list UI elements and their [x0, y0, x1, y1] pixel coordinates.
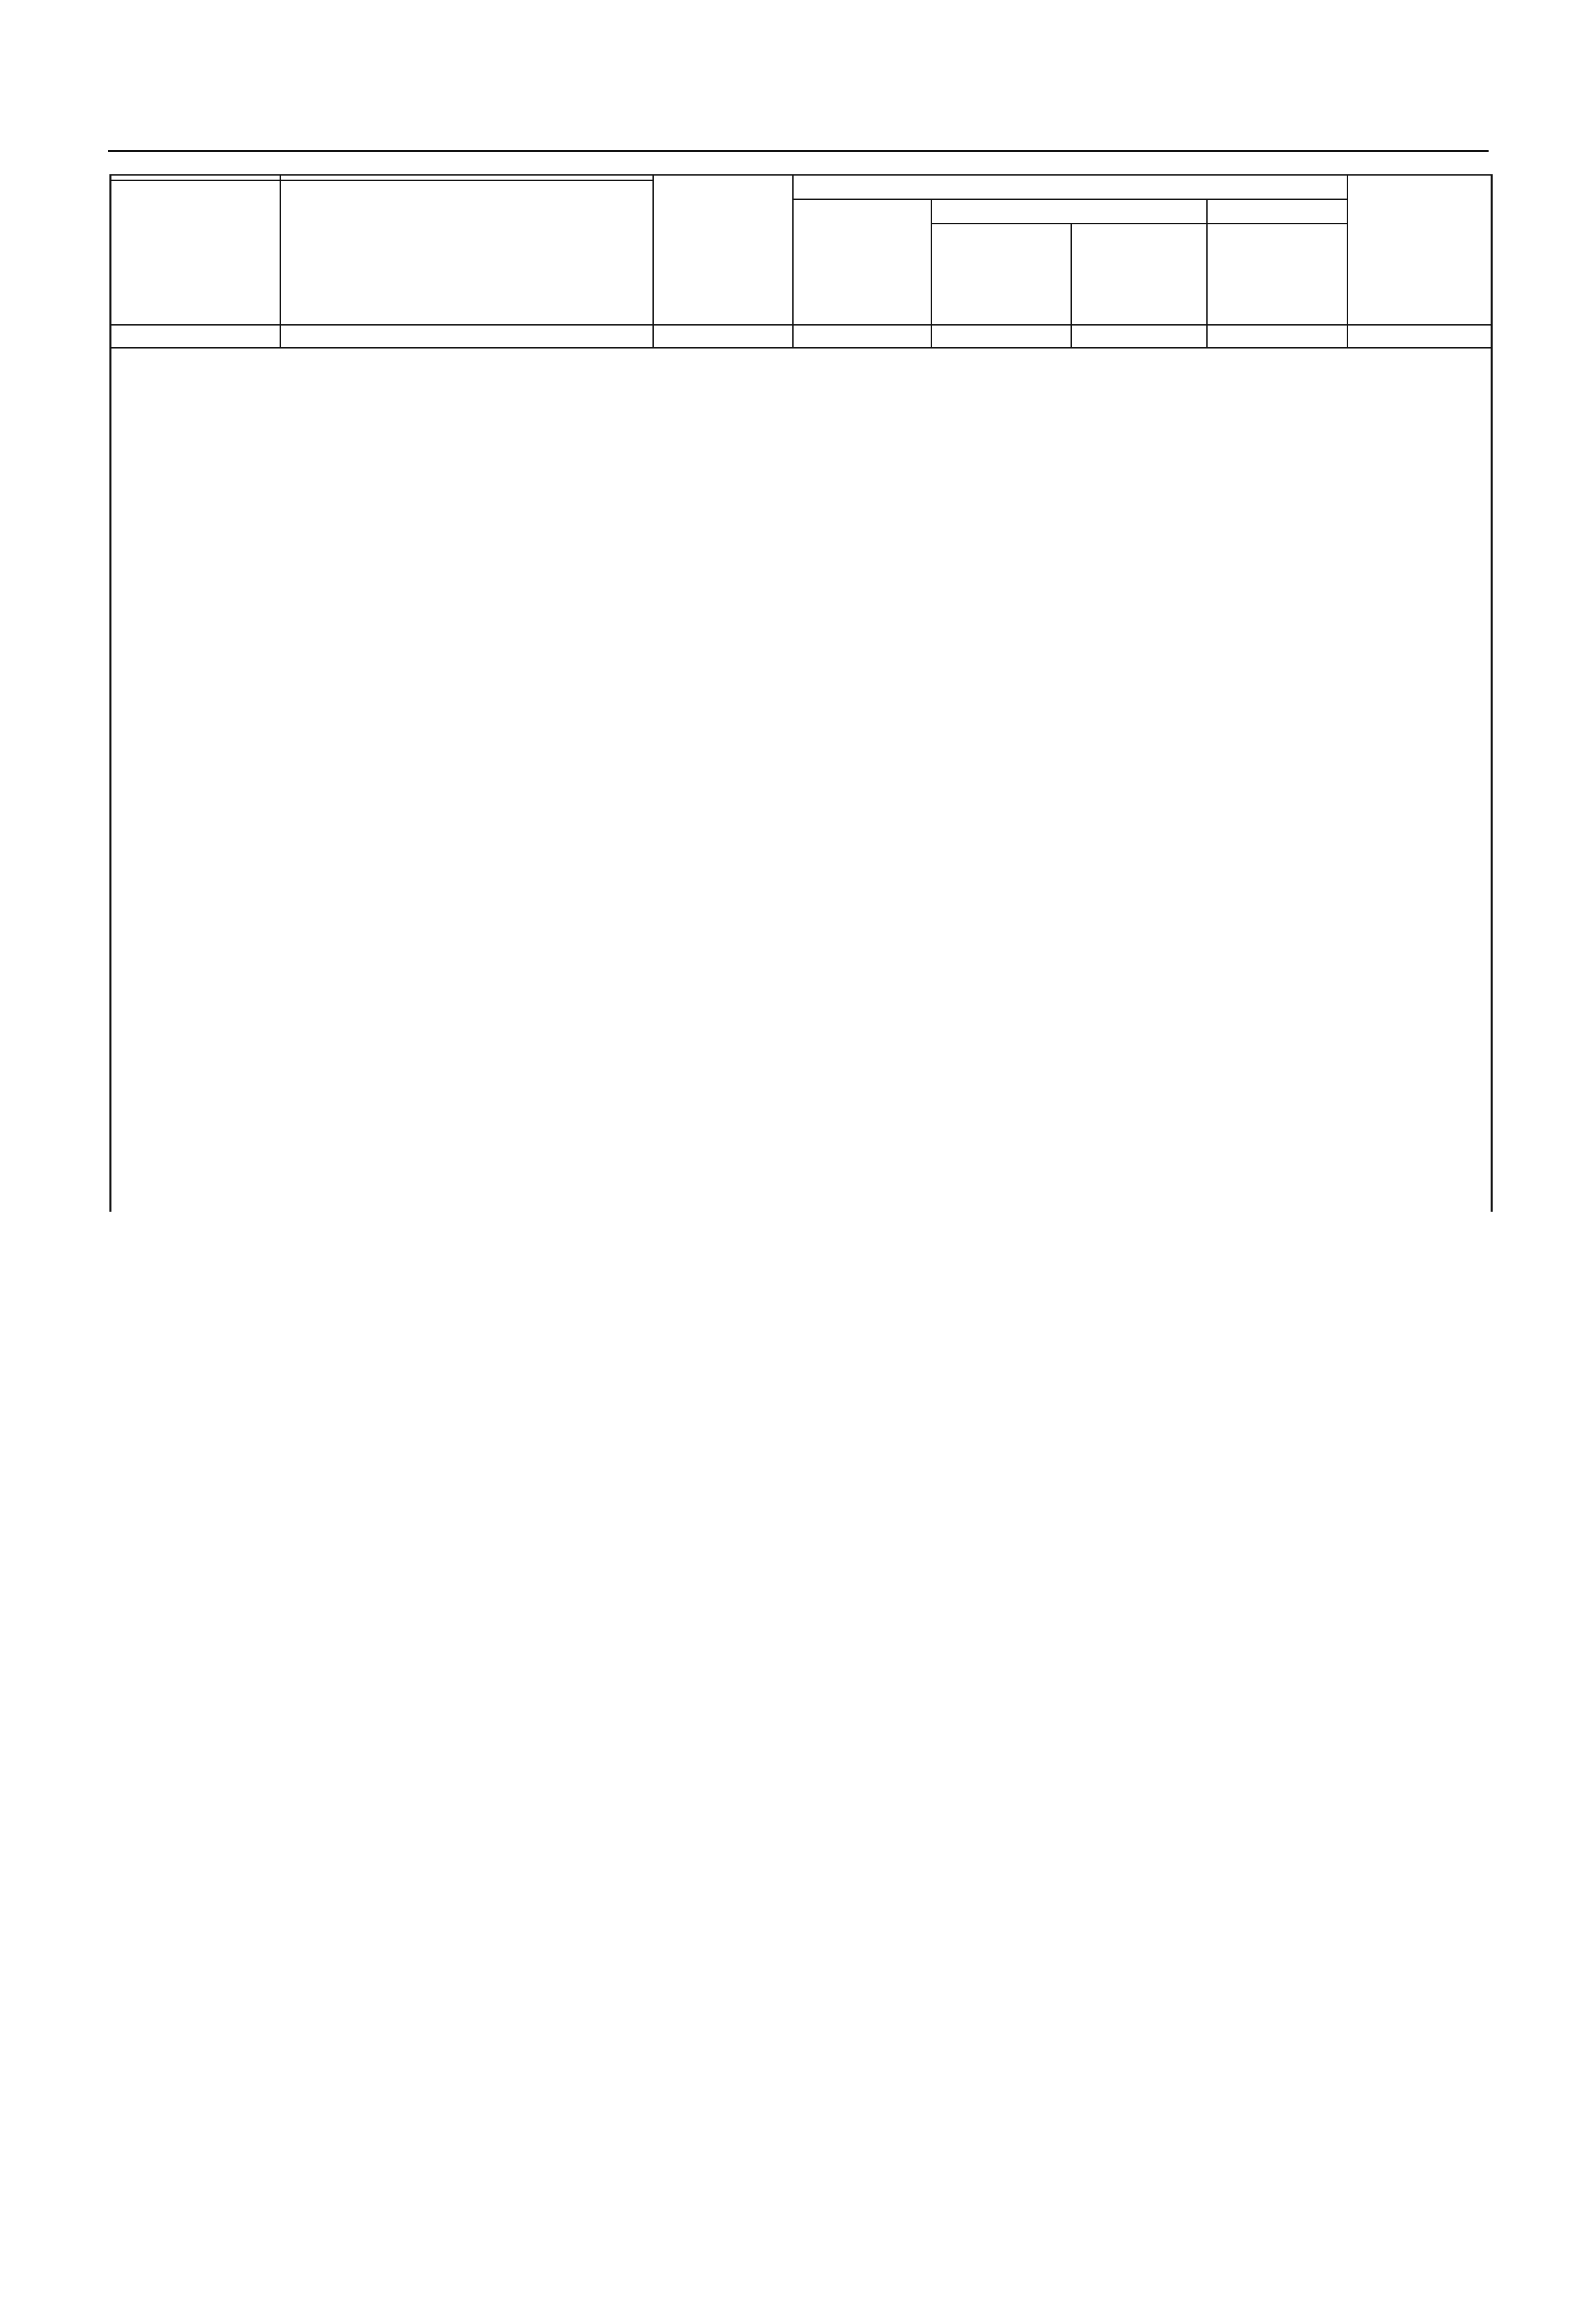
- column-numbers-row: [110, 325, 1492, 348]
- header-col2: [280, 175, 653, 325]
- header-col8: [1347, 175, 1492, 325]
- header-col7: [1207, 224, 1347, 325]
- header-rule: [108, 150, 1489, 152]
- header-materials: [1207, 199, 1347, 224]
- header-col1: [110, 175, 280, 325]
- header-machines: [931, 199, 1207, 224]
- header-col3: [653, 175, 793, 325]
- header-in-total: [793, 175, 1347, 199]
- header-col4: [793, 199, 931, 325]
- header-col5: [931, 224, 1071, 325]
- column-header-table: [109, 174, 1493, 349]
- header-col6: [1071, 224, 1207, 325]
